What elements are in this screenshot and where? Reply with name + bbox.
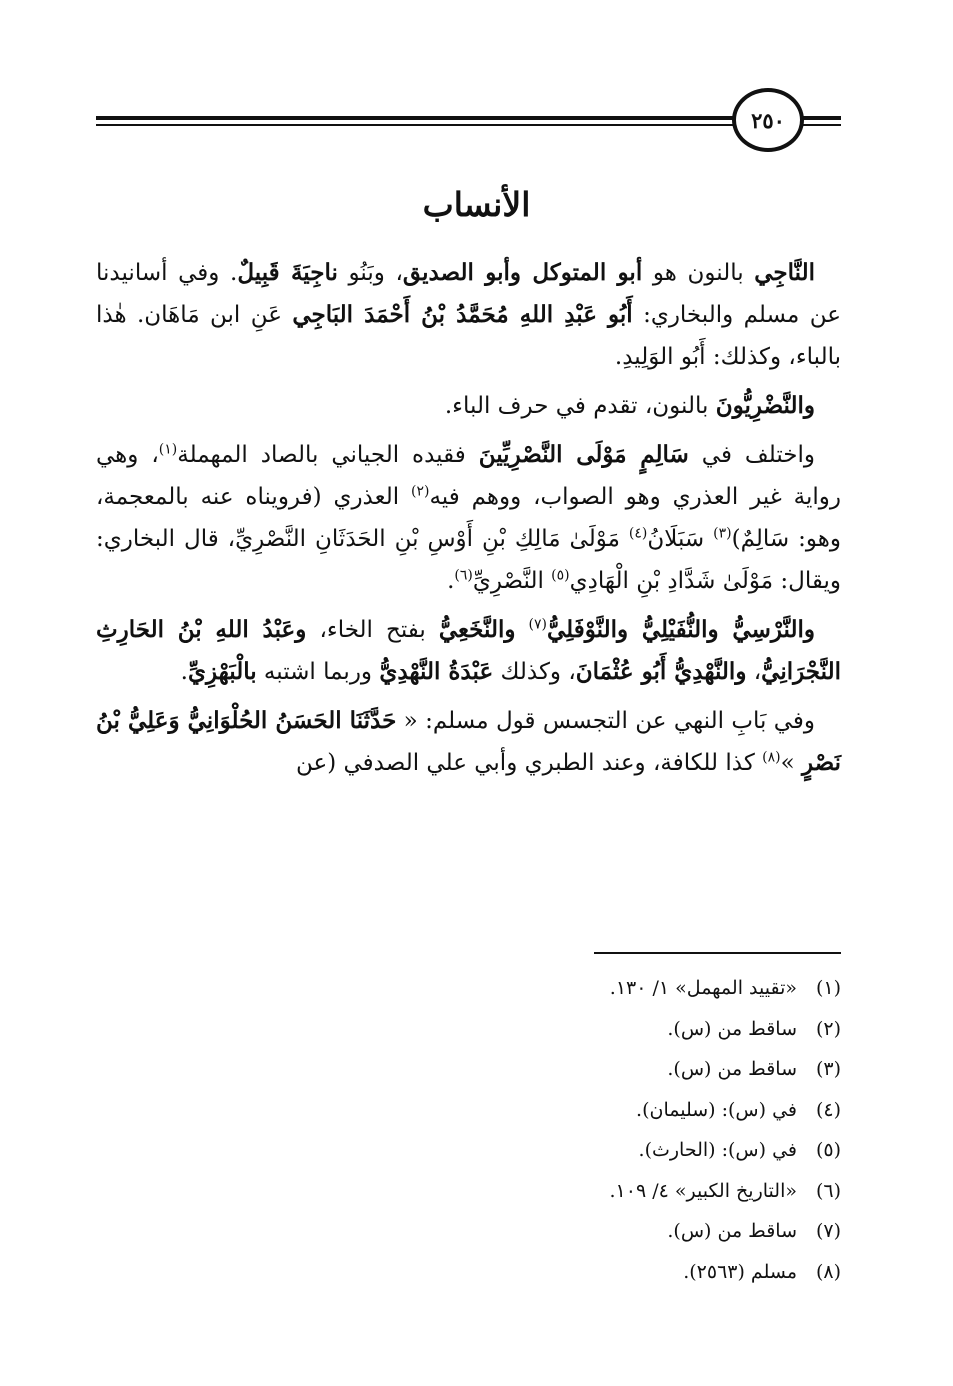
emphasized-name: والنَّرْسِيُّ والنُّفَيْلِيُّ والنَّوْفَلِيُّ [546,616,815,643]
paragraph [96,252,841,378]
emphasized-name: عَبْدَةُ النَّهْدِيُّ [379,658,494,685]
emphasized-name: بالْبَهْزِيِّ [187,658,257,685]
footnote [96,1252,841,1293]
footnote [96,1009,841,1050]
page-header [96,88,841,158]
footnote-marker: (٤) [628,525,648,542]
footnote-number: (٦) [815,1179,841,1202]
paragraph [96,385,841,427]
text-run: بفتح الخاء، [306,617,439,643]
header-rule [96,116,746,120]
footnote [96,1049,841,1090]
footnote-number: (٤) [815,1098,841,1121]
text-run: ، [746,659,762,685]
footnote-text: ساقط من (س). [667,1220,797,1243]
footnote [96,968,841,1009]
text-run: . وفي أسانيدنا عن مسلم والبخاري: [96,260,841,328]
page-number: ٢٥٠ [751,107,785,133]
footnote-marker: (٦) [454,567,473,584]
footnote-number: (٥) [815,1139,841,1162]
text-run: وربما اشتبه [256,659,380,685]
text-run: ، وهي رواية غير العذري وهو الصواب، ووهم فيه [96,442,841,510]
text-run: العذري (فرويناه عنه بالمعجمة، وهو: سَالِمٌ) [96,484,842,552]
text-run: بالنون، تقدم في حرف الباء. [444,393,716,419]
footnote-marker: (٧) [528,616,547,633]
footnote-text: في (س): (الحارث). [638,1139,797,1162]
emphasized-name: وعَبْدُ اللهِ بْنُ الحَارِثِ النَّجْرَانِيُّ [96,616,841,685]
footnote-number: (٧) [815,1220,841,1243]
footnote [96,1211,841,1252]
text-run: النَّصْرِيِّ [472,568,552,594]
footnote-marker: (١) [158,441,178,458]
footnote-text: «تقييد المهمل» ١/ ١٣٠. [609,977,797,1000]
emphasized-name: أَبُو عَبْدِ اللهِ مُحَمَّدُ بْنُ أَحْمَدَ البَاجِي [292,301,633,328]
text-run: ، وكذلك [493,659,576,685]
footnote-text: ساقط من (س). [667,1058,797,1081]
footnote-text: في (س): (سليمان). [636,1098,797,1121]
paragraph [96,700,841,784]
body-text [96,252,841,791]
footnote-marker: (٣) [713,525,732,542]
text-run: ، وبَنُو [337,260,403,286]
text-run: كذا للكافة، وعند الطبري وأبي علي الصدفي (عن [296,750,763,776]
text-run: » [780,750,802,776]
emphasized-name: حَدَّثَنَا الحَسَنُ الحُلْوَانِيُّ وَعَلِيُّ بْنُ نَصْرٍ [96,707,841,776]
footnote-number: (٣) [815,1058,841,1081]
text-run: واختلف في [688,442,815,468]
text-run: فقيده الجياني بالصاد المهملة [177,442,479,468]
text-run: وفي بَابِ النهي عن التجسس قول مسلم: « [396,708,815,734]
footnote-text: ساقط من (س). [667,1017,797,1040]
text-run: عَنِ ابن مَاهَان. هٰذا بالباء، وكذلك: أَبُو الوَلِيدِ. [96,302,841,370]
text-run [515,617,528,643]
footnote-text: مسلم (٢٥٦٣). [683,1260,797,1283]
page-number-badge [732,88,804,152]
footnote-text: «التاريخ الكبير» ٤/ ١٠٩. [609,1179,797,1202]
footnote-separator [594,952,841,954]
text-run: بالنون هو [642,260,755,286]
section-title: الأنساب [422,185,531,224]
emphasized-name: أبو المتوكل وأبو الصديق [402,259,643,286]
emphasized-name: النَّاجِي [754,259,815,286]
emphasized-name: والنَّخَعِيُّ [438,616,516,643]
header-rule-thin [96,124,746,126]
text-run: سَبَلَانُ [647,526,714,552]
footnote-marker: (٢) [410,483,430,500]
footnote-marker: (٨) [762,749,781,766]
emphasized-name: سَالِمٍ مَوْلَى النَّصْرِيِّينَ [478,441,689,468]
footnotes [96,968,841,1292]
footnote-number: (٢) [815,1017,841,1040]
footnote-number: (٨) [815,1260,841,1283]
text-run: مَوْلَىٰ مَالِكِ بْنِ أَوْسِ بْنِ الحَدَثَانِ النَّصْرِيِّ، قال البخاري: ويقال: مَوْلَىٰ شَدَّادِ بْنِ الْهَادِي [96,526,841,594]
footnote [96,1130,841,1171]
footnote [96,1090,841,1131]
footnote-number: (١) [815,977,841,1000]
footnote-marker: (٥) [551,567,570,584]
emphasized-name: والنَّضْرِيُّونَ [715,392,815,419]
footnote [96,1171,841,1212]
text-run: . [180,659,188,685]
paragraph [96,434,841,602]
text-run: . [447,568,455,594]
emphasized-name: ناجِيَةَ قَبِيلٌ [237,259,338,286]
emphasized-name: والنَّهْدِيُّ أَبُو عُثْمَانَ [575,658,747,685]
paragraph [96,609,841,693]
